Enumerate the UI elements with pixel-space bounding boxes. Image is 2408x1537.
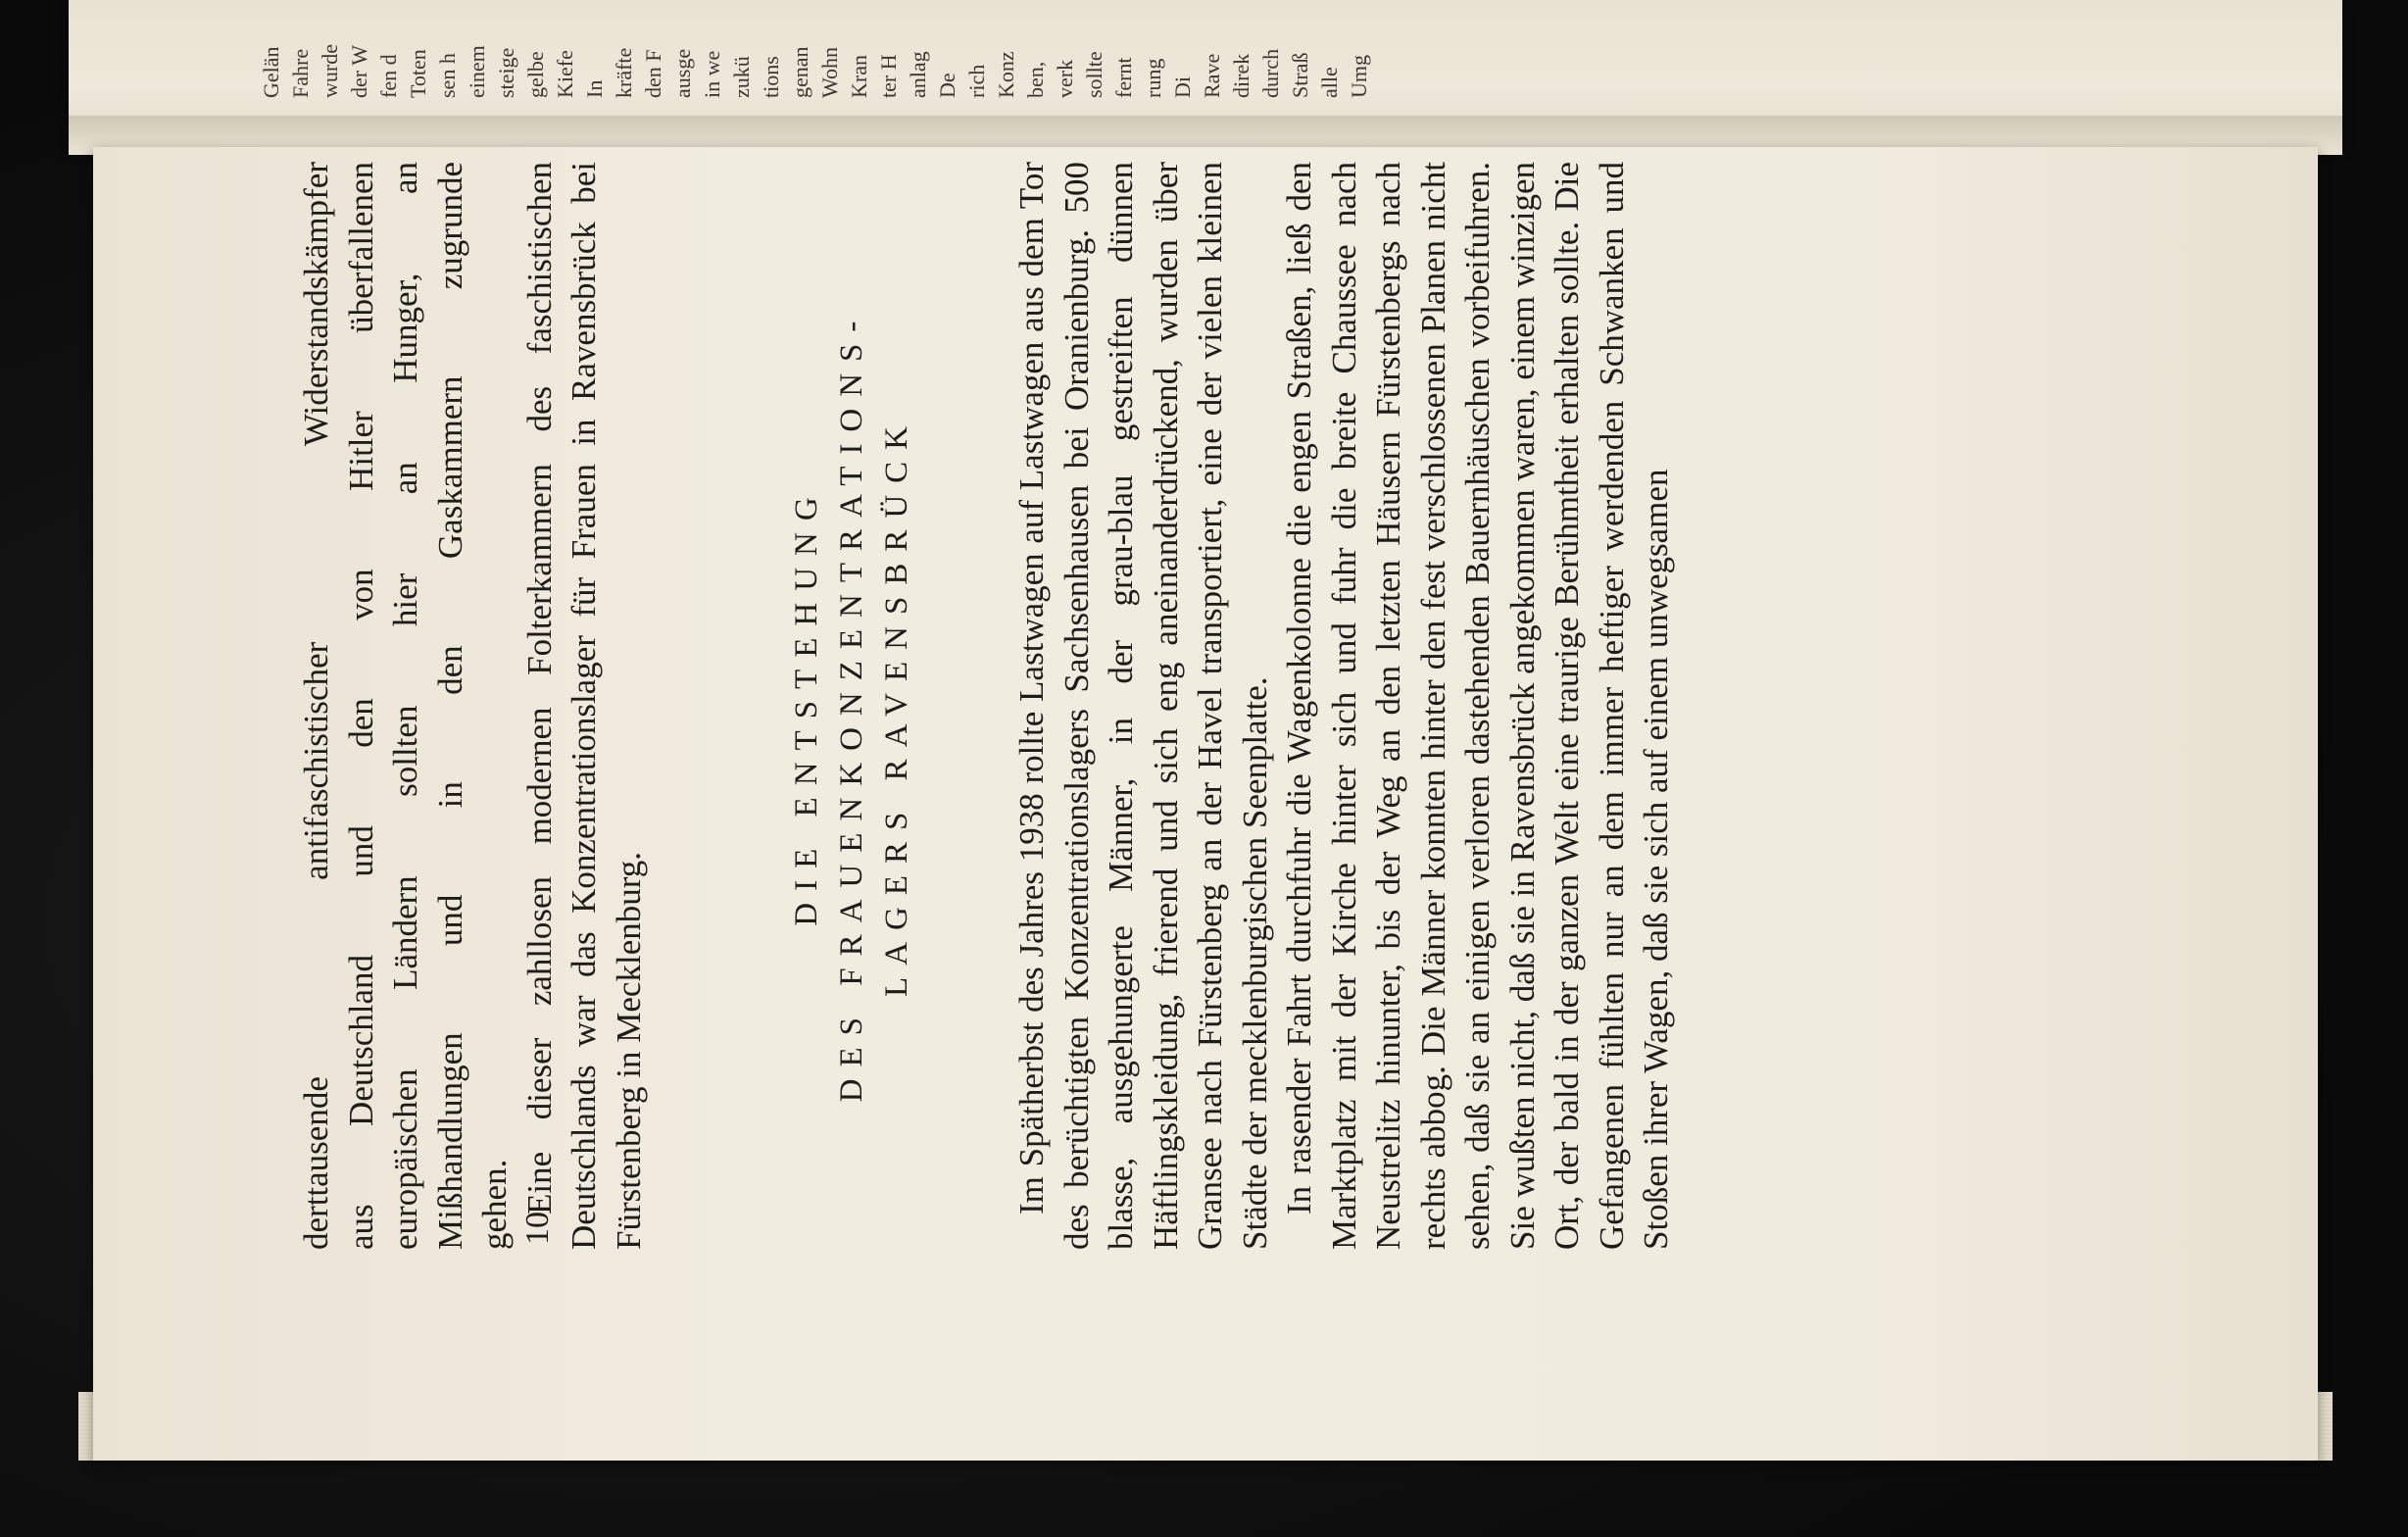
- next-page-fragment: De: [935, 73, 959, 98]
- next-page-fragment: rich: [964, 64, 989, 98]
- next-page-fragment: verk: [1053, 59, 1077, 98]
- next-page-fragment: genan: [788, 46, 812, 98]
- next-page-fragment: Konz: [994, 51, 1018, 98]
- next-page-fragment: ben,: [1023, 61, 1048, 98]
- next-page-fragment: in we: [700, 50, 724, 98]
- next-page-fragment: fernt: [1111, 57, 1136, 98]
- next-page-fragment: Kran: [847, 55, 871, 98]
- page-body: [294, 162, 1679, 1250]
- paragraph-folterkammern: Eine dieser zahllosen modernen Folterkammern des faschistischen Deutschlands war das Konzentrationslager für Frauen in Ravensbrück bei Fürstenberg in Mecklenburg.: [519, 162, 648, 1250]
- next-page-fragment: durch: [1258, 48, 1283, 98]
- next-page-fragment: fen d: [376, 54, 401, 98]
- next-page-text: [257, 0, 1374, 98]
- heading-line-3: LAGERS RAVENSBRÜCK: [879, 414, 914, 998]
- next-page-fragment: Toten: [406, 49, 430, 98]
- next-page-fragment: In: [582, 79, 607, 98]
- intro-line: aus Deutschland und den von Hitler überfallenen: [341, 162, 380, 1250]
- next-page-fragment: Umg: [1347, 55, 1371, 98]
- next-page-fragment: den F: [641, 49, 665, 98]
- paragraph-rasender-fahrt: In rasender Fahrt durchfuhr die Wagenkolonne die engen Straßen, ließ den Marktplatz mit der Kirche hinter sich und fuhr die breite Chaussee nach Neustrelitz hinunter, bis der Weg an den letzten Häusern Fürstenbergs nach rechts abbog. Die Männer konnten hinter den fest verschlossenen Planen nicht sehen, daß sie an einigen verloren dastehenden Bauernhäuschen vorbeifuhren. Sie wußten nicht, daß sie in Ravensbrück angekommen waren, einem winzigen Ort, der bald in der ganzen Welt eine traurige Berühmtheit erhalten sollte. Die Gefangenen fühlten nur an dem immer heftiger werdenden Schwanken und Stoßen ihrer Wagen, daß sie sich auf einem unwegsamen: [1280, 162, 1675, 1250]
- next-page-fragment: Wohn: [817, 46, 842, 98]
- next-page-fragment: einem: [465, 45, 489, 98]
- next-page-fragment: direk: [1229, 53, 1253, 98]
- next-page-fragment: Di: [1170, 76, 1195, 98]
- next-page-fragment: alle: [1317, 67, 1342, 98]
- next-page-fragment: steige: [494, 47, 518, 98]
- next-page-fragment: Fahre: [288, 48, 313, 98]
- next-page-fragment: ausge: [670, 48, 695, 98]
- next-page-fragment: rung: [1141, 58, 1165, 98]
- next-page-fragment: anlag: [906, 51, 930, 98]
- next-page-fragment: wurde: [318, 44, 342, 98]
- chapter-heading: [784, 162, 919, 1250]
- next-page-fragment: sollte: [1082, 51, 1106, 98]
- intro-line: derttausende antifaschistischer Widerstandskämpfer: [297, 162, 335, 1250]
- heading-line-1: DIE ENTSTEHUNG: [789, 485, 824, 926]
- next-page-fragment: der W: [347, 45, 371, 98]
- intro-line: gehen.: [475, 1159, 514, 1250]
- intro-line: europäischen Ländern sollten hier an Hunger, an: [386, 162, 424, 1250]
- next-page-fragment: kräfte: [612, 47, 636, 98]
- next-page-fragment: zukü: [729, 56, 754, 98]
- paragraph-spaetherbst: Im Spätherbst des Jahres 1938 rollte Lastwagen auf Lastwagen aus dem Tor des berüchtigten Konzentrationslagers Sachsenhausen bei Oranienburg. 500 blasse, ausgehungerte Männer, in der grau-blau gestreiften dünnen Häftlingskleidung, frierend und sich eng aneinanderdrückend, wurden über Gransee nach Fürstenberg an der Havel transportiert, eine der vielen kleinen Städte der mecklenburgischen Seenplatte.: [1012, 162, 1274, 1250]
- heading-line-2: DES FRAUENKONZENTRATIONS-: [834, 309, 869, 1103]
- next-page-fragment: ter H: [876, 54, 901, 98]
- next-page-fragment: tions: [759, 56, 783, 98]
- next-page-fragment: Kiefe: [553, 50, 577, 98]
- next-page-fragment: gelbe: [523, 51, 548, 98]
- next-page-fragment: Rave: [1200, 53, 1224, 98]
- intro-line: Mißhandlungen und in den Gaskammern zugrunde: [430, 162, 469, 1250]
- next-page-fragment: Gelän: [259, 46, 283, 98]
- next-page-fragment: sen h: [435, 53, 460, 98]
- next-page-fragment: Straß: [1288, 52, 1312, 98]
- page-number: 10: [519, 1212, 556, 1245]
